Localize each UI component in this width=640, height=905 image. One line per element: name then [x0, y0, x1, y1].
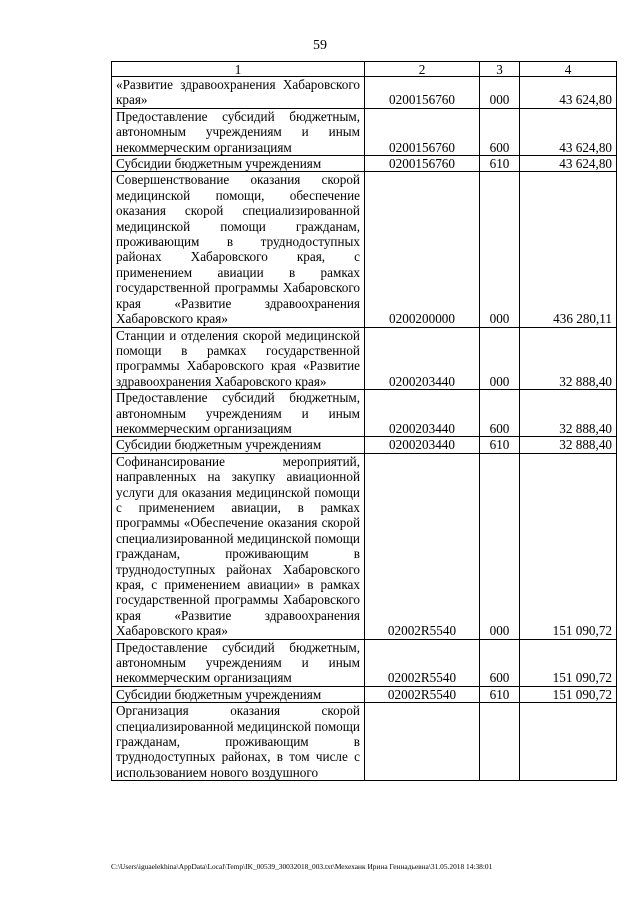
row-name: Субсидии бюджетным учреждениям	[112, 156, 365, 172]
table-row	[112, 108, 617, 155]
row-category: 000	[480, 77, 520, 109]
row-name: Совершенствование оказания скорой медицинской помощи, обеспечение оказания скорой специализированной медицинской помощи гражданам, проживающим в труднодоступных районах Хабаровского края, с применением авиации в рамках государственной программы Хабаровского края «Развитие здравоохранения Хабаровского края»	[112, 172, 365, 327]
row-name: Организация оказания скорой специализированной медицинской помощи гражданам, проживающим в труднодоступных районах, в том числе с использованием нового воздушного	[112, 703, 365, 781]
row-category: 610	[480, 686, 520, 702]
row-amount: 151 090,72	[520, 686, 617, 702]
table-row	[112, 172, 617, 327]
row-code: 02002R5540	[365, 453, 480, 639]
row-name: Софинансирование мероприятий, направленных на закупку авиационной услуги для оказания медицинской помощи с применением авиации, в рамках программы «Обеспечение оказания скорой специализированной медицинской помощи гражданам, проживающим в труднодоступных районах Хабаровского края, с применением авиации» в рамках государственной программы Хабаровского края «Развитие здравоохранения Хабаровского края»	[112, 453, 365, 639]
row-category: 600	[480, 108, 520, 155]
row-amount: 436 280,11	[520, 172, 617, 327]
row-name: Субсидии бюджетным учреждениям	[112, 686, 365, 702]
page-number: 59	[313, 38, 327, 53]
table-row	[112, 639, 617, 686]
row-code: 0200203440	[365, 437, 480, 453]
table-row	[112, 453, 617, 639]
file-path-footer: C:\Users\iguaelekhina\AppData\Local\Temp\IK_00539_30032018_003.txt\Мехеханк Ирина Геннадьевна\31.05.2018 14:38:01	[111, 862, 493, 871]
table-row	[112, 77, 617, 109]
row-category: 610	[480, 437, 520, 453]
row-name: Станции и отделения скорой медицинской помощи в рамках государственной программы Хабаровского края «Развитие здравоохранения Хабаровского края»	[112, 327, 365, 390]
row-code: 0200156760	[365, 108, 480, 155]
table-row	[112, 703, 617, 781]
row-category: 000	[480, 453, 520, 639]
row-code: 02002R5540	[365, 639, 480, 686]
column-header-2: 2	[365, 62, 480, 77]
row-amount: 43 624,80	[520, 156, 617, 172]
row-code: 0200156760	[365, 156, 480, 172]
row-category: 000	[480, 172, 520, 327]
table-row	[112, 686, 617, 702]
table-row	[112, 437, 617, 453]
row-name: Предоставление субсидий бюджетным, автономным учреждениям и иным некоммерческим организациям	[112, 639, 365, 686]
row-code: 0200200000	[365, 172, 480, 327]
row-category: 610	[480, 156, 520, 172]
row-name: Предоставление субсидий бюджетным, автономным учреждениям и иным некоммерческим организациям	[112, 390, 365, 437]
row-amount: 43 624,80	[520, 77, 617, 109]
column-header-3: 3	[480, 62, 520, 77]
row-category: 600	[480, 639, 520, 686]
row-code: 0200156760	[365, 77, 480, 109]
row-category	[480, 703, 520, 781]
table-row	[112, 156, 617, 172]
row-amount: 151 090,72	[520, 453, 617, 639]
table-header-row	[112, 62, 617, 77]
row-code	[365, 703, 480, 781]
row-name: Субсидии бюджетным учреждениям	[112, 437, 365, 453]
row-amount	[520, 703, 617, 781]
row-amount: 32 888,40	[520, 327, 617, 390]
table-row	[112, 390, 617, 437]
table-row	[112, 327, 617, 390]
column-header-1: 1	[112, 62, 365, 77]
row-code: 0200203440	[365, 390, 480, 437]
budget-table	[111, 61, 617, 781]
row-amount: 32 888,40	[520, 437, 617, 453]
row-amount: 32 888,40	[520, 390, 617, 437]
row-code: 02002R5540	[365, 686, 480, 702]
row-category: 600	[480, 390, 520, 437]
row-name: «Развитие здравоохранения Хабаровского края»	[112, 77, 365, 109]
column-header-4: 4	[520, 62, 617, 77]
row-amount: 151 090,72	[520, 639, 617, 686]
row-code: 0200203440	[365, 327, 480, 390]
row-amount: 43 624,80	[520, 108, 617, 155]
row-name: Предоставление субсидий бюджетным, автономным учреждениям и иным некоммерческим организациям	[112, 108, 365, 155]
row-category: 000	[480, 327, 520, 390]
